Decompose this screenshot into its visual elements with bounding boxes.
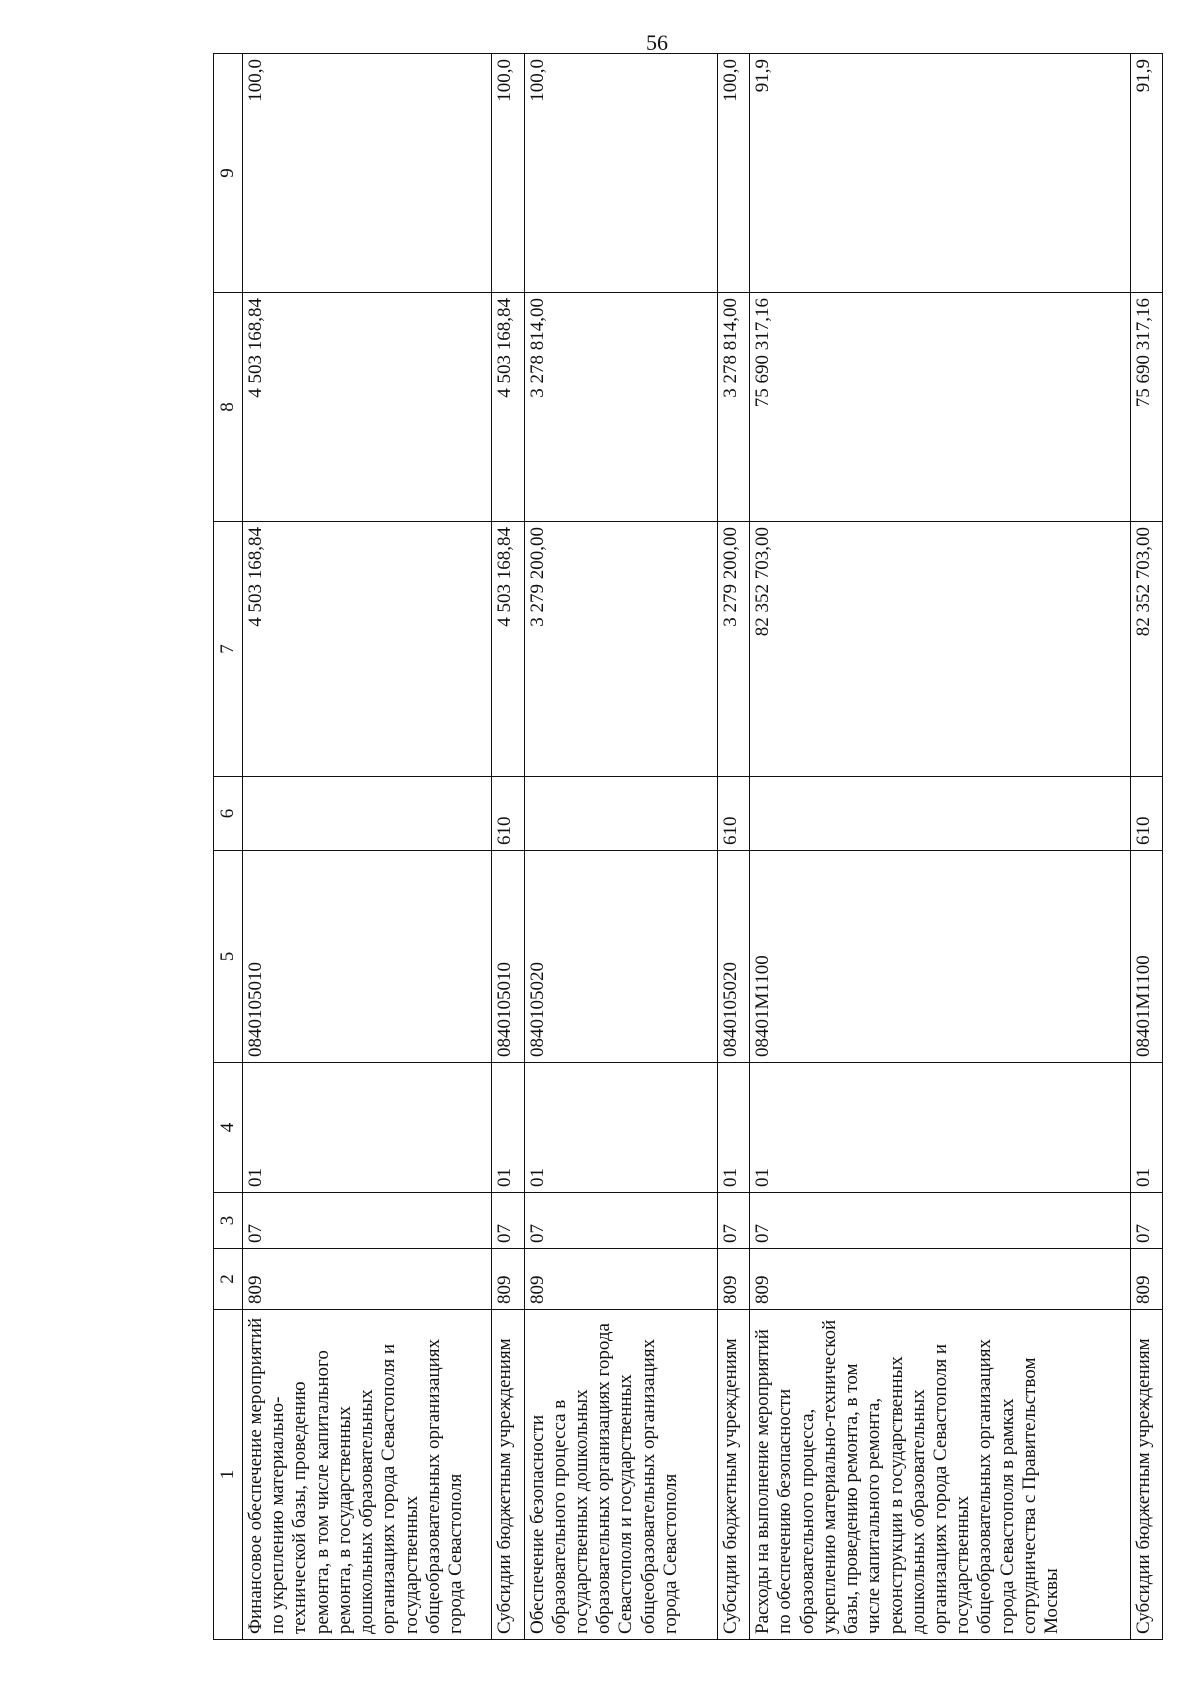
table-row <box>243 54 492 1640</box>
code-cell: 0840105020 <box>718 851 750 1063</box>
percent-cell: 91,9 <box>750 54 1130 293</box>
amount-cell: 4 503 168,84 <box>492 522 524 777</box>
code-cell <box>750 777 1130 851</box>
row-name-cell: Субсидии бюджетным учреждениям <box>718 1310 750 1640</box>
code-cell: 01 <box>243 1063 492 1193</box>
amount-cell: 3 278 814,00 <box>524 293 717 522</box>
code-cell: 0840105010 <box>243 851 492 1063</box>
budget-table <box>213 53 1163 1640</box>
table-row <box>718 54 750 1640</box>
row-name-cell: Расходы на выполнение мероприятий по обеспечению безопасности образовательного процесса, укреплению материально-технической базы, проведению ремонта, в том числе капитального ремонта, реконструкции в государственных дошкольных образовательных организациях города Севастополя и государственных общеобразовательных организациях города Севастополя в рамках сотрудничества с Правительством Москвы <box>750 1310 1130 1640</box>
code-cell: 0840105010 <box>492 851 524 1063</box>
code-cell: 610 <box>492 777 524 851</box>
code-cell: 01 <box>1130 1063 1162 1193</box>
header-cell: 6 <box>214 777 243 851</box>
code-cell: 01 <box>750 1063 1130 1193</box>
rotated-table-container <box>213 59 1163 1640</box>
amount-cell: 3 279 200,00 <box>718 522 750 777</box>
amount-cell: 4 503 168,84 <box>492 293 524 522</box>
row-name-cell: Субсидии бюджетным учреждениям <box>1130 1310 1162 1640</box>
code-cell: 01 <box>524 1063 717 1193</box>
code-cell: 809 <box>524 1249 717 1310</box>
header-cell: 2 <box>214 1249 243 1310</box>
code-cell: 07 <box>750 1193 1130 1249</box>
code-cell: 610 <box>1130 777 1162 851</box>
code-cell: 610 <box>718 777 750 851</box>
row-name-cell: Субсидии бюджетным учреждениям <box>492 1310 524 1640</box>
row-name-cell: Обеспечение безопасности образовательного процесса в государственных дошкольных образовательных организациях города Севастополя и государственных общеобразовательных организациях города Севастополя <box>524 1310 717 1640</box>
page-number: 56 <box>646 30 668 55</box>
row-name-cell: Финансовое обеспечение мероприятий по укреплению материально-технической базы, проведению ремонта, в том числе капитального ремонта, в государственных дошкольных образовательных организациях города Севастополя и государственных общеобразовательных организациях города Севастополя <box>243 1310 492 1640</box>
percent-cell: 100,0 <box>524 54 717 293</box>
code-cell: 01 <box>718 1063 750 1193</box>
header-cell: 3 <box>214 1193 243 1249</box>
code-cell: 809 <box>243 1249 492 1310</box>
header-cell: 8 <box>214 293 243 522</box>
code-cell <box>524 777 717 851</box>
percent-cell: 91,9 <box>1130 54 1162 293</box>
code-cell: 809 <box>492 1249 524 1310</box>
code-cell: 07 <box>718 1193 750 1249</box>
header-cell: 1 <box>214 1310 243 1640</box>
header-cell: 9 <box>214 54 243 293</box>
table-row <box>750 54 1130 1640</box>
code-cell: 07 <box>1130 1193 1162 1249</box>
table-row <box>1130 54 1162 1640</box>
table-row <box>524 54 717 1640</box>
code-cell: 01 <box>492 1063 524 1193</box>
amount-cell: 3 278 814,00 <box>718 293 750 522</box>
code-cell: 809 <box>1130 1249 1162 1310</box>
code-cell: 08401М1100 <box>750 851 1130 1063</box>
amount-cell: 75 690 317,16 <box>1130 293 1162 522</box>
code-cell: 07 <box>524 1193 717 1249</box>
code-cell: 0840105020 <box>524 851 717 1063</box>
percent-cell: 100,0 <box>492 54 524 293</box>
header-cell: 5 <box>214 851 243 1063</box>
header-cell: 4 <box>214 1063 243 1193</box>
amount-cell: 3 279 200,00 <box>524 522 717 777</box>
code-cell: 07 <box>243 1193 492 1249</box>
amount-cell: 4 503 168,84 <box>243 293 492 522</box>
amount-cell: 82 352 703,00 <box>750 522 1130 777</box>
code-cell: 07 <box>492 1193 524 1249</box>
code-cell: 809 <box>718 1249 750 1310</box>
code-cell <box>243 777 492 851</box>
table-row <box>492 54 524 1640</box>
code-cell: 08401М1100 <box>1130 851 1162 1063</box>
header-cell: 7 <box>214 522 243 777</box>
percent-cell: 100,0 <box>718 54 750 293</box>
header-row <box>214 54 243 1640</box>
amount-cell: 4 503 168,84 <box>243 522 492 777</box>
amount-cell: 75 690 317,16 <box>750 293 1130 522</box>
amount-cell: 82 352 703,00 <box>1130 522 1162 777</box>
code-cell: 809 <box>750 1249 1130 1310</box>
percent-cell: 100,0 <box>243 54 492 293</box>
